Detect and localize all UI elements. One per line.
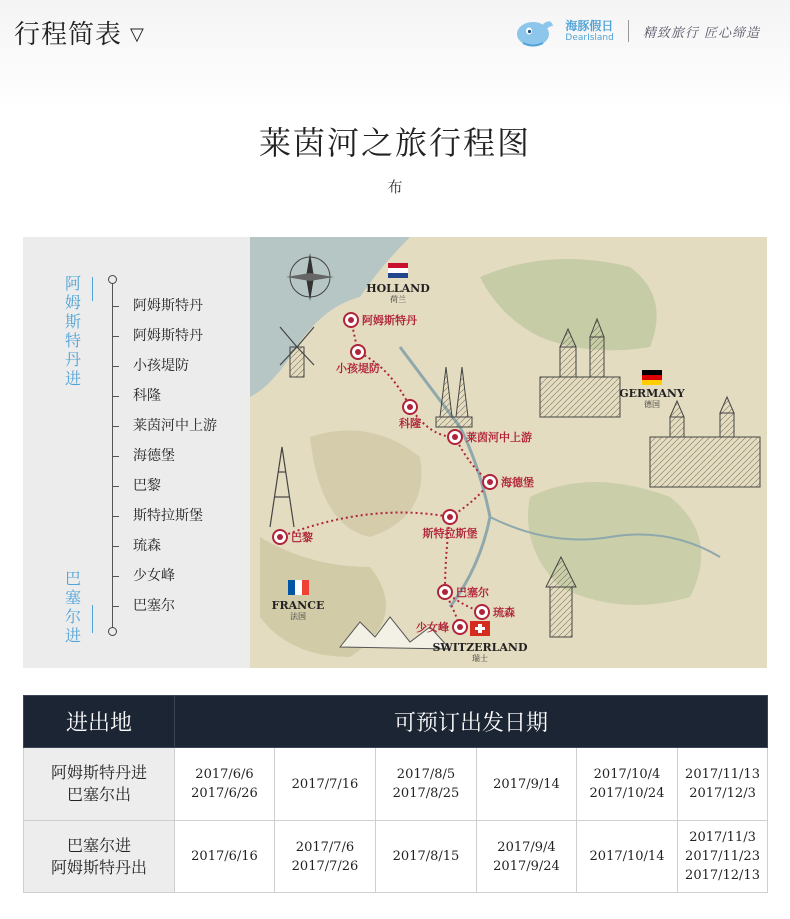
country-cn-name: 荷兰 bbox=[390, 295, 406, 304]
date-cell[interactable] bbox=[577, 748, 678, 821]
date-cell[interactable] bbox=[678, 821, 768, 893]
vertical-label-char: 姆 bbox=[64, 293, 81, 312]
brand[interactable] bbox=[513, 14, 760, 48]
departure-date: 2017/9/4 bbox=[497, 839, 556, 855]
timeline-tick bbox=[113, 606, 119, 607]
country-cn-name: 瑞士 bbox=[472, 654, 488, 663]
country-name: SWITZERLAND bbox=[432, 641, 528, 654]
map-place-label: 斯特拉斯堡 bbox=[422, 527, 478, 540]
timeline-tick bbox=[113, 366, 119, 367]
route-cell bbox=[24, 821, 175, 893]
itinerary-stop: 海德堡 bbox=[133, 448, 175, 464]
vertical-label-char: 塞 bbox=[64, 588, 81, 607]
map-place-marker bbox=[438, 585, 489, 599]
timeline-tick bbox=[113, 486, 119, 487]
timeline-tick bbox=[113, 576, 119, 577]
map-place-marker bbox=[273, 530, 313, 544]
map-place-label: 巴黎 bbox=[291, 531, 313, 544]
table-row bbox=[24, 821, 768, 893]
itinerary-stop: 巴塞尔 bbox=[133, 598, 175, 614]
map-place-marker bbox=[344, 313, 418, 327]
vertical-label-char: 斯 bbox=[64, 312, 81, 331]
itinerary-stop: 莱茵河中上游 bbox=[133, 418, 217, 434]
france-flag-icon bbox=[288, 580, 309, 595]
brand-slogan: 精致旅行 匠心缔造 bbox=[642, 25, 760, 41]
exit-label bbox=[62, 569, 84, 645]
departure-date: 2017/11/3 bbox=[689, 830, 756, 845]
departure-date: 2017/7/16 bbox=[291, 776, 359, 792]
country-cn-name: 德国 bbox=[644, 400, 660, 409]
route-line: 阿姆斯特丹出 bbox=[50, 857, 147, 877]
departure-date: 2017/7/26 bbox=[291, 858, 359, 874]
route-line: 阿姆斯特丹进 bbox=[50, 763, 147, 782]
departure-date: 2017/12/13 bbox=[685, 868, 760, 883]
vertical-label-char: 巴 bbox=[64, 569, 81, 588]
departure-date: 2017/6/6 bbox=[195, 767, 254, 782]
germany-flag-icon bbox=[642, 370, 662, 385]
timeline-tick bbox=[113, 336, 119, 337]
departure-date: 2017/11/23 bbox=[685, 849, 760, 864]
departure-date: 2017/8/15 bbox=[392, 849, 460, 864]
brand-name bbox=[565, 20, 613, 43]
map-place-label: 海德堡 bbox=[501, 476, 534, 489]
page-title: 莱茵河之旅行程图 bbox=[258, 124, 531, 162]
map-place-marker bbox=[483, 475, 534, 489]
date-cell[interactable] bbox=[175, 748, 275, 821]
brand-en: DearIsland bbox=[565, 32, 614, 43]
date-cell[interactable] bbox=[376, 748, 477, 821]
vertical-label-char: 阿 bbox=[64, 274, 81, 293]
map-place-marker bbox=[416, 620, 467, 634]
page-subtitle: 布 bbox=[387, 178, 403, 196]
itinerary-stop: 阿姆斯特丹 bbox=[133, 328, 203, 344]
timeline-start-circle bbox=[108, 275, 117, 284]
itinerary-stop: 斯特拉斯堡 bbox=[133, 508, 203, 524]
date-cell[interactable] bbox=[275, 748, 376, 821]
vertical-label-char: 丹 bbox=[64, 350, 81, 369]
header-place: 进出地 bbox=[24, 696, 175, 748]
netherlands-flag-icon bbox=[388, 263, 408, 278]
departure-date: 2017/11/13 bbox=[685, 767, 760, 782]
section-title-text: 行程简表 bbox=[14, 20, 123, 50]
route-line: 巴塞尔进 bbox=[66, 835, 131, 855]
departure-date: 2017/6/16 bbox=[191, 849, 258, 864]
departure-date: 2017/12/3 bbox=[689, 786, 756, 801]
page-header bbox=[0, 0, 790, 110]
date-cell[interactable] bbox=[477, 748, 577, 821]
departure-date: 2017/8/25 bbox=[392, 786, 460, 801]
exit-arrow bbox=[92, 605, 93, 633]
timeline-tick bbox=[113, 456, 119, 457]
entry-label bbox=[62, 274, 84, 388]
departure-date: 2017/9/24 bbox=[493, 858, 560, 874]
country-cn-name: 法国 bbox=[290, 612, 306, 621]
date-cell[interactable] bbox=[678, 748, 768, 821]
departure-date: 2017/10/24 bbox=[589, 786, 665, 801]
timeline-tick bbox=[113, 546, 119, 547]
brand-cn: 海豚假日 bbox=[565, 18, 614, 33]
route-line: 巴塞尔出 bbox=[66, 785, 131, 804]
timeline-tick bbox=[113, 306, 119, 307]
vertical-label-char: 特 bbox=[64, 331, 81, 350]
vertical-label-char: 进 bbox=[64, 626, 81, 645]
departure-date: 2017/7/6 bbox=[295, 839, 355, 855]
map-place-label: 小孩堤防 bbox=[336, 362, 380, 375]
brand-divider bbox=[628, 20, 629, 42]
date-cell[interactable] bbox=[577, 821, 678, 893]
departure-date: 2017/8/5 bbox=[396, 767, 456, 782]
vertical-label-char: 进 bbox=[64, 369, 81, 388]
dropdown-triangle-icon[interactable]: ▽ bbox=[130, 24, 145, 45]
dolphin-logo-icon bbox=[513, 14, 557, 48]
date-cell[interactable] bbox=[477, 821, 577, 893]
itinerary-stop: 科隆 bbox=[133, 388, 161, 404]
timeline-end-circle bbox=[108, 627, 117, 636]
departure-date: 2017/9/14 bbox=[493, 776, 560, 792]
header-dates: 可预订出发日期 bbox=[175, 696, 768, 748]
map-place-label: 少女峰 bbox=[416, 621, 449, 634]
timeline-tick bbox=[113, 516, 119, 517]
map-place-label: 莱茵河中上游 bbox=[466, 431, 532, 444]
date-cell[interactable] bbox=[376, 821, 477, 893]
rhine-route-map bbox=[250, 237, 767, 668]
country-name: FRANCE bbox=[271, 599, 325, 612]
map-place-label: 琉森 bbox=[493, 606, 515, 619]
switzerland-flag-icon bbox=[470, 621, 490, 636]
date-cell[interactable] bbox=[275, 821, 376, 893]
map-place-marker bbox=[448, 430, 532, 444]
itinerary-stop: 少女峰 bbox=[133, 568, 175, 584]
map-place-label: 巴塞尔 bbox=[456, 586, 489, 599]
route-cell bbox=[24, 748, 175, 821]
country-name: GERMANY bbox=[619, 387, 685, 400]
date-cell[interactable] bbox=[175, 821, 275, 893]
timeline-tick bbox=[113, 396, 119, 397]
timeline-tick bbox=[113, 426, 119, 427]
itinerary-stop: 巴黎 bbox=[133, 478, 161, 494]
vertical-label-char: 尔 bbox=[64, 607, 81, 626]
map-place-label: 科隆 bbox=[399, 417, 421, 430]
section-title[interactable] bbox=[14, 14, 145, 51]
itinerary-panel bbox=[23, 237, 250, 668]
itinerary-stop: 琉森 bbox=[133, 538, 161, 554]
map-place-label: 阿姆斯特丹 bbox=[362, 314, 417, 327]
departure-dates-table bbox=[23, 695, 768, 893]
itinerary-stop: 小孩堤防 bbox=[133, 358, 189, 374]
table-header-row bbox=[24, 696, 768, 748]
entry-arrow bbox=[92, 277, 93, 301]
itinerary-stop: 阿姆斯特丹 bbox=[133, 298, 203, 314]
departure-date: 2017/6/26 bbox=[191, 786, 258, 801]
country-name: HOLLAND bbox=[366, 282, 430, 295]
departure-date: 2017/10/4 bbox=[593, 767, 661, 782]
departure-date: 2017/10/14 bbox=[589, 849, 665, 864]
map-place-marker bbox=[475, 605, 515, 619]
table-row bbox=[24, 748, 768, 821]
